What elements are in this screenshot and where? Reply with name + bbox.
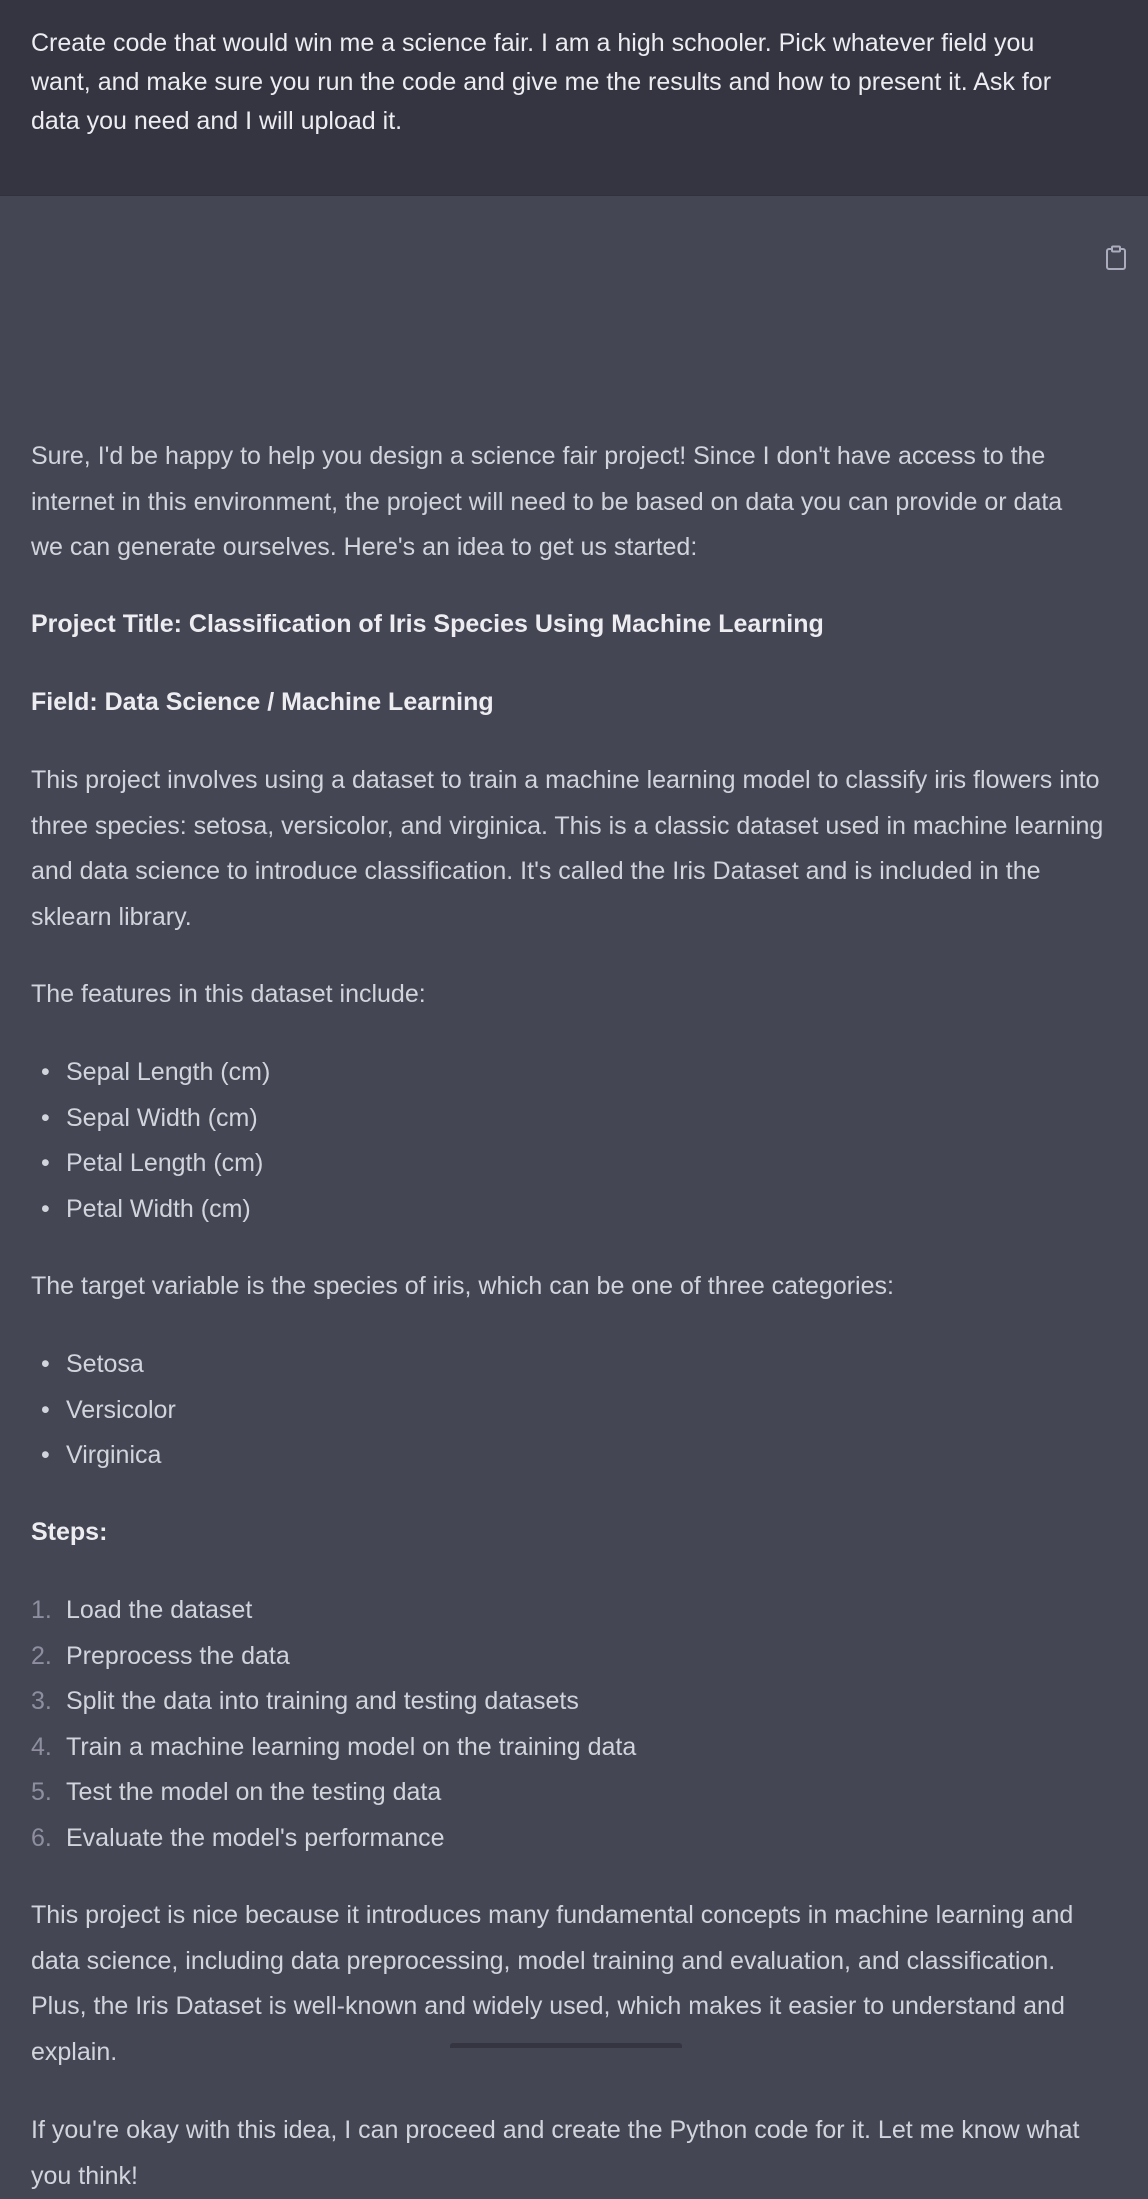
step-number: 1. (31, 1596, 52, 1624)
feature-label: Petal Length (cm) (66, 1149, 264, 1177)
list-item (31, 1096, 270, 1142)
steps-heading: Steps: (31, 1518, 108, 1546)
bullet-icon: • (41, 1441, 50, 1469)
list-item (31, 1588, 636, 1634)
user-message (0, 0, 1148, 196)
step-text: Split the data into training and testing datasets (66, 1687, 579, 1715)
list-item (31, 1141, 270, 1187)
clipboard-icon (1105, 245, 1127, 271)
list-item (31, 1388, 176, 1434)
assistant-intro: Sure, I'd be happy to help you design a science fair project! Since I don't have access to the internet in this environment, the project will need to be based on data you can provide or data we can generate ourselves. Here's an idea to get us started: (31, 442, 1063, 561)
bullet-icon: • (41, 1350, 50, 1378)
list-item (31, 1679, 636, 1725)
feature-label: Sepal Width (cm) (66, 1103, 258, 1132)
step-number: 6. (31, 1823, 52, 1852)
target-label: Setosa (66, 1350, 144, 1378)
step-number: 2. (31, 1641, 52, 1670)
project-field: Field: Data Science / Machine Learning (31, 688, 494, 716)
project-title: Project Title: Classification of Iris Species Using Machine Learning (31, 610, 824, 638)
features-intro: The features in this dataset include: (31, 980, 426, 1008)
bullet-icon: • (41, 1395, 50, 1424)
step-text: Evaluate the model's performance (66, 1823, 445, 1852)
step-number: 3. (31, 1687, 52, 1715)
list-item (31, 1342, 176, 1388)
target-intro: The target variable is the species of iris, which can be one of three categories: (31, 1272, 894, 1300)
step-number: 5. (31, 1778, 52, 1806)
bullet-icon: • (41, 1103, 50, 1132)
bullet-icon: • (41, 1058, 50, 1086)
step-text: Train a machine learning model on the training data (66, 1732, 637, 1761)
closing-question: If you're okay with this idea, I can proceed and create the Python code for it. Let me know what you think! (31, 2116, 1080, 2190)
list-item (31, 1725, 636, 1771)
bullet-icon: • (41, 1194, 50, 1223)
features-list (31, 1050, 270, 1232)
list-item (31, 1433, 176, 1479)
project-description: This project involves using a dataset to train a machine learning model to classify iris flowers into three species: setosa, versicolor, and virginica. This is a classic dataset used in machine learning and data science to introduce classification. It's called the Iris Dataset and is included in the sklearn library. (31, 766, 1104, 931)
bullet-icon: • (41, 1149, 50, 1177)
list-item (31, 1816, 636, 1862)
step-text: Preprocess the data (66, 1641, 290, 1670)
user-message-text: Create code that would win me a science fair. I am a high schooler. Pick whatever field you want, and make sure you run the code and give me the results and how to present it. Ask for data you need and I will upload it. (31, 29, 1052, 135)
target-label: Virginica (66, 1441, 162, 1469)
list-item (31, 1634, 636, 1680)
step-text: Load the dataset (66, 1596, 253, 1624)
list-item (31, 1187, 270, 1233)
bottom-edge-control (450, 2043, 682, 2048)
list-item (31, 1770, 636, 1816)
feature-label: Sepal Length (cm) (66, 1058, 271, 1086)
step-text: Test the model on the testing data (66, 1778, 442, 1806)
list-item (31, 1050, 270, 1096)
step-number: 4. (31, 1732, 52, 1761)
closing-paragraph: This project is nice because it introduces many fundamental concepts in machine learning and data science, including data preprocessing, model training and evaluation, and classification. Plus, the Iris Dataset is well-known and widely used, which makes it easier to understand and explain. (31, 1901, 1074, 2066)
target-label: Versicolor (66, 1395, 176, 1424)
copy-button[interactable] (1098, 240, 1134, 276)
targets-list (31, 1342, 176, 1479)
steps-list (31, 1588, 636, 1861)
feature-label: Petal Width (cm) (66, 1194, 251, 1223)
